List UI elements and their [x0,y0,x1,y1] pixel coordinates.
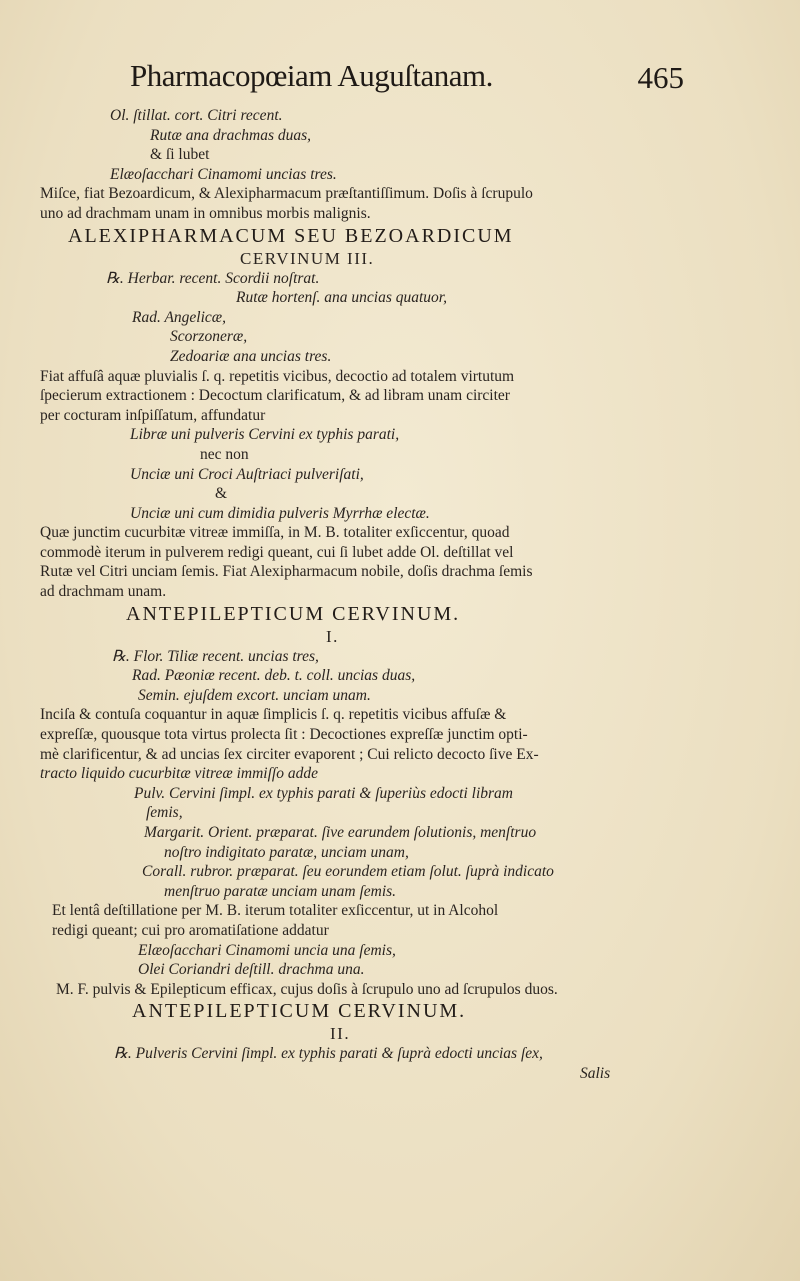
section-heading: II. [330,1024,351,1044]
text-line: mè clarificentur, & ad uncias ſex circiter evaporent ; Cui relicto decocto ſive Ex- [40,745,539,763]
text-line: Elæoſacchari Cinamomi uncias tres. [110,165,337,183]
page-header [130,58,690,106]
text-line: ℞. Herbar. recent. Scordii noſtrat. [106,269,320,287]
text-line: Et lentâ deſtillatione per M. B. iterum totaliter exſiccentur, ut in Alcohol [52,902,499,920]
section-heading: ANTEPILEPTICUM CERVINUM. [126,602,461,625]
section-heading: ANTEPILEPTICUM CERVINUM. [132,1000,467,1023]
text-line: ad drachmam unam. [40,583,167,601]
text-line: ℞. Flor. Tiliæ recent. uncias tres, [112,647,319,665]
text-line: expreſſæ, quousque tota virtus prolecta ſit : Decoctiones expreſſæ junctim opti- [40,726,528,744]
text-line: Rutæ vel Citri unciam ſemis. Fiat Alexipharmacum nobile, doſis drachma ſemis [40,563,533,581]
text-line: nec non [200,445,249,463]
text-line: Margarit. Orient. præparat. ſive earundem ſolutionis, menſtruo [144,824,537,841]
text-line: Rutæ ana drachmas duas, [150,126,312,144]
section-heading: I. [326,626,339,646]
text-line: Quæ junctim cucurbitæ vitreæ immiſſa, in M. B. totaliter exſiccentur, quoad [40,524,510,542]
page-number: 465 [637,60,684,95]
text-line: Rad. Pæoniæ recent. deb. t. coll. uncias duas, [132,667,416,685]
text-line: Elæoſacchari Cinamomi uncia una ſemis, [138,941,396,959]
text-line: ℞. Pulveris Cervini ſimpl. ex typhis parati & ſuprà edocti uncias ſex, [114,1045,543,1063]
text-line: commodè iterum in pulverem redigi queant, cui ſi lubet adde Ol. deſtillat vel [40,543,514,561]
text-line: Rutæ hortenſ. ana uncias quatuor, [236,289,447,307]
section-heading: CERVINUM III. [240,248,375,268]
text-line: Ol. ſtillat. cort. Citri recent. [110,107,283,124]
text-line: Unciæ uni Croci Auſtriaci pulveriſati, [130,465,364,483]
text-line: Libræ uni pulveris Cervini ex typhis parati, [130,426,400,444]
section-heading: ALEXIPHARMACUM SEU BEZOARDICUM [68,224,514,247]
text-line: M. F. pulvis & Epilepticum efficax, cujus doſis à ſcrupulo uno ad ſcrupulos duos. [56,980,558,998]
text-line: Zedoariæ ana uncias tres. [170,347,332,365]
text-line: Unciæ uni cum dimidia pulveris Myrrhæ electæ. [130,504,430,522]
running-head: Pharmacopœiam Auguſtanam. [130,58,493,93]
text-line: Inciſa & contuſa coquantur in aquæ ſimplicis ſ. q. repetitis vicibus affuſæ & [40,706,507,724]
text-line: ſemis, [146,804,183,822]
text-line: ſpecierum extractionem : Decoctum clarificatum, & ad libram unam circiter [40,387,510,405]
page-body [40,106,630,1084]
text-line: Corall. rubror. præparat. ſeu eorundem etiam ſolut. ſuprà indicato [142,863,554,881]
text-line: Rad. Angelicæ, [132,308,226,326]
text-line: Scorzoneræ, [170,328,248,346]
text-line: Salis [580,1064,611,1082]
text-line: redigi queant; cui pro aromatiſatione addatur [52,921,329,939]
text-line: Semin. ejuſdem excort. unciam unam. [138,686,371,704]
text-line: & ſi lubet [150,146,210,164]
text-line: noſtro indigitato paratæ, unciam unam, [164,843,409,861]
text-line: tracto liquido cucurbitæ vitreæ immiſſo adde [40,765,318,783]
text-line: menſtruo paratæ unciam unam ſemis. [164,882,397,900]
text-line: Pulv. Cervini ſimpl. ex typhis parati & ſuperiùs edocti libram [134,784,513,802]
text-line: & [215,485,228,503]
text-line: Fiat affuſâ aquæ pluvialis ſ. q. repetitis vicibus, decoctio ad totalem virtutum [40,367,515,385]
text-line: uno ad drachmam unam in omnibus morbis malignis. [40,204,371,222]
text-line: per cocturam inſpiſſatum, affundatur [40,406,266,424]
text-line: Miſce, fiat Bezoardicum, & Alexipharmacum præſtantiſſimum. Doſis à ſcrupulo [40,185,533,203]
text-line: Olei Coriandri deſtill. drachma una. [138,961,365,979]
